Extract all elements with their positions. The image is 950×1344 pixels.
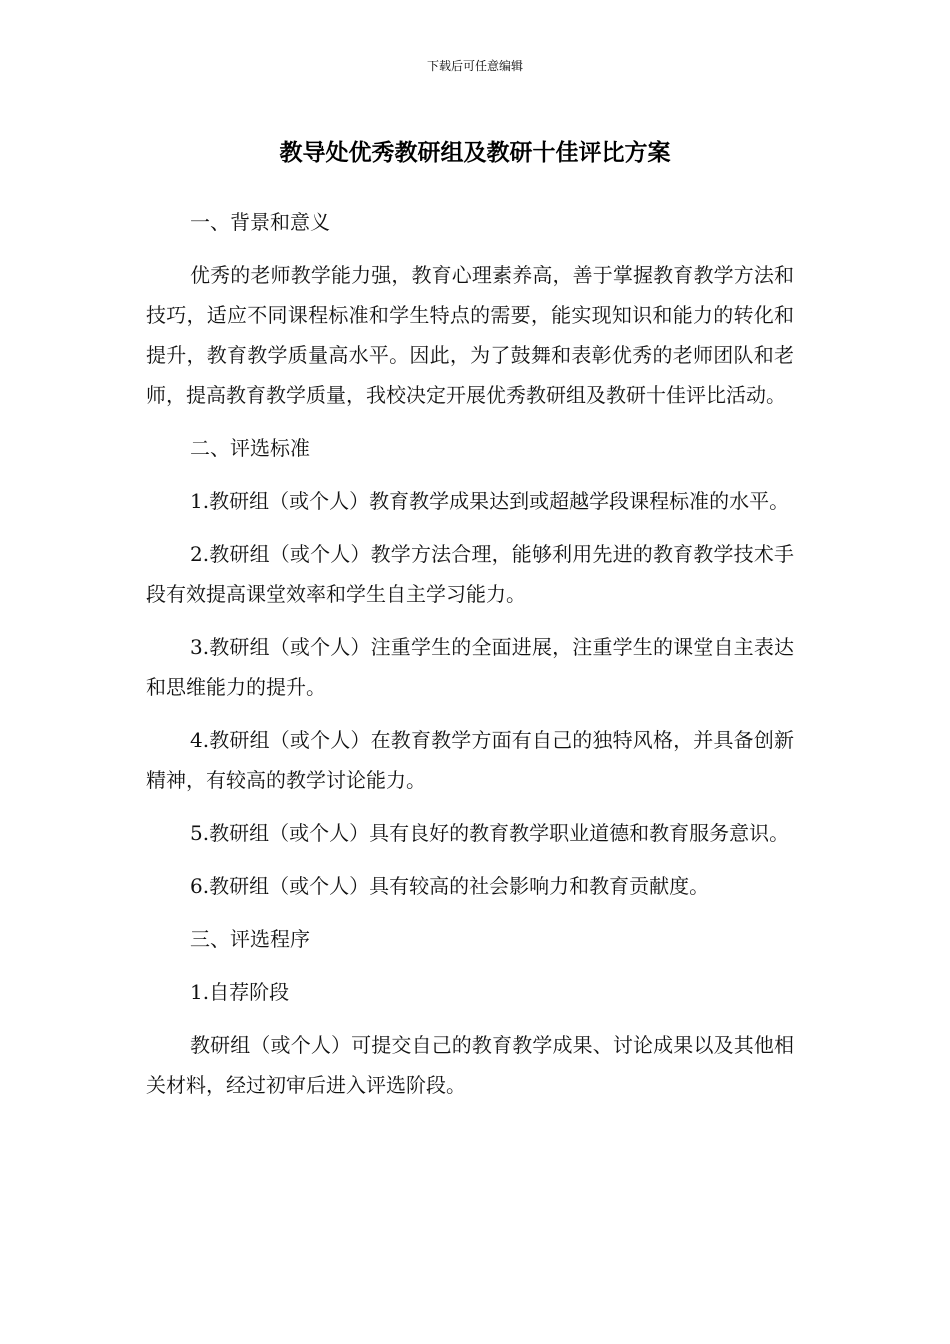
section-heading-background: 一、背景和意义: [190, 210, 330, 234]
procedure-step-text-1: 教研组（或个人）可提交自己的教育教学成果、讨论成果以及其他相关材料，经过初审后进入评选阶段。: [146, 1033, 794, 1097]
procedure-step-heading-1: 1.自荐阶段: [190, 980, 290, 1004]
criteria-item-4: 4.教研组（或个人）在教育教学方面有自己的独特风格，并具备创新精神，有较高的教学讨论能力。: [146, 728, 794, 792]
criteria-item-1: 1.教研组（或个人）教育教学成果达到或超越学段课程标准的水平。: [190, 489, 790, 513]
document-title: 教导处优秀教研组及教研十佳评比方案: [279, 140, 671, 166]
criteria-item-5: 5.教研组（或个人）具有良好的教育教学职业道德和教育服务意识。: [190, 821, 790, 845]
paragraph-background: 优秀的老师教学能力强，教育心理素养高，善于掌握教育教学方法和技巧，适应不同课程标准和学生特点的需要，能实现知识和能力的转化和提升，教育教学质量高水平。因此，为了鼓舞和表彰优秀的老师团队和老师，提高教育教学质量，我校决定开展优秀教研组及教研十佳评比活动。: [146, 263, 794, 407]
section-heading-criteria: 二、评选标准: [190, 436, 310, 460]
document-body: [146, 202, 794, 1118]
criteria-item-2: 2.教研组（或个人）教学方法合理，能够利用先进的教育教学技术手段有效提高课堂效率和学生自主学习能力。: [146, 542, 794, 606]
criteria-item-6: 6.教研组（或个人）具有较高的社会影响力和教育贡献度。: [190, 874, 710, 898]
section-heading-procedure: 三、评选程序: [190, 927, 310, 951]
criteria-item-3: 3.教研组（或个人）注重学生的全面进展，注重学生的课堂自主表达和思维能力的提升。: [146, 635, 794, 699]
header-note: 下载后可任意编辑: [426, 59, 523, 73]
